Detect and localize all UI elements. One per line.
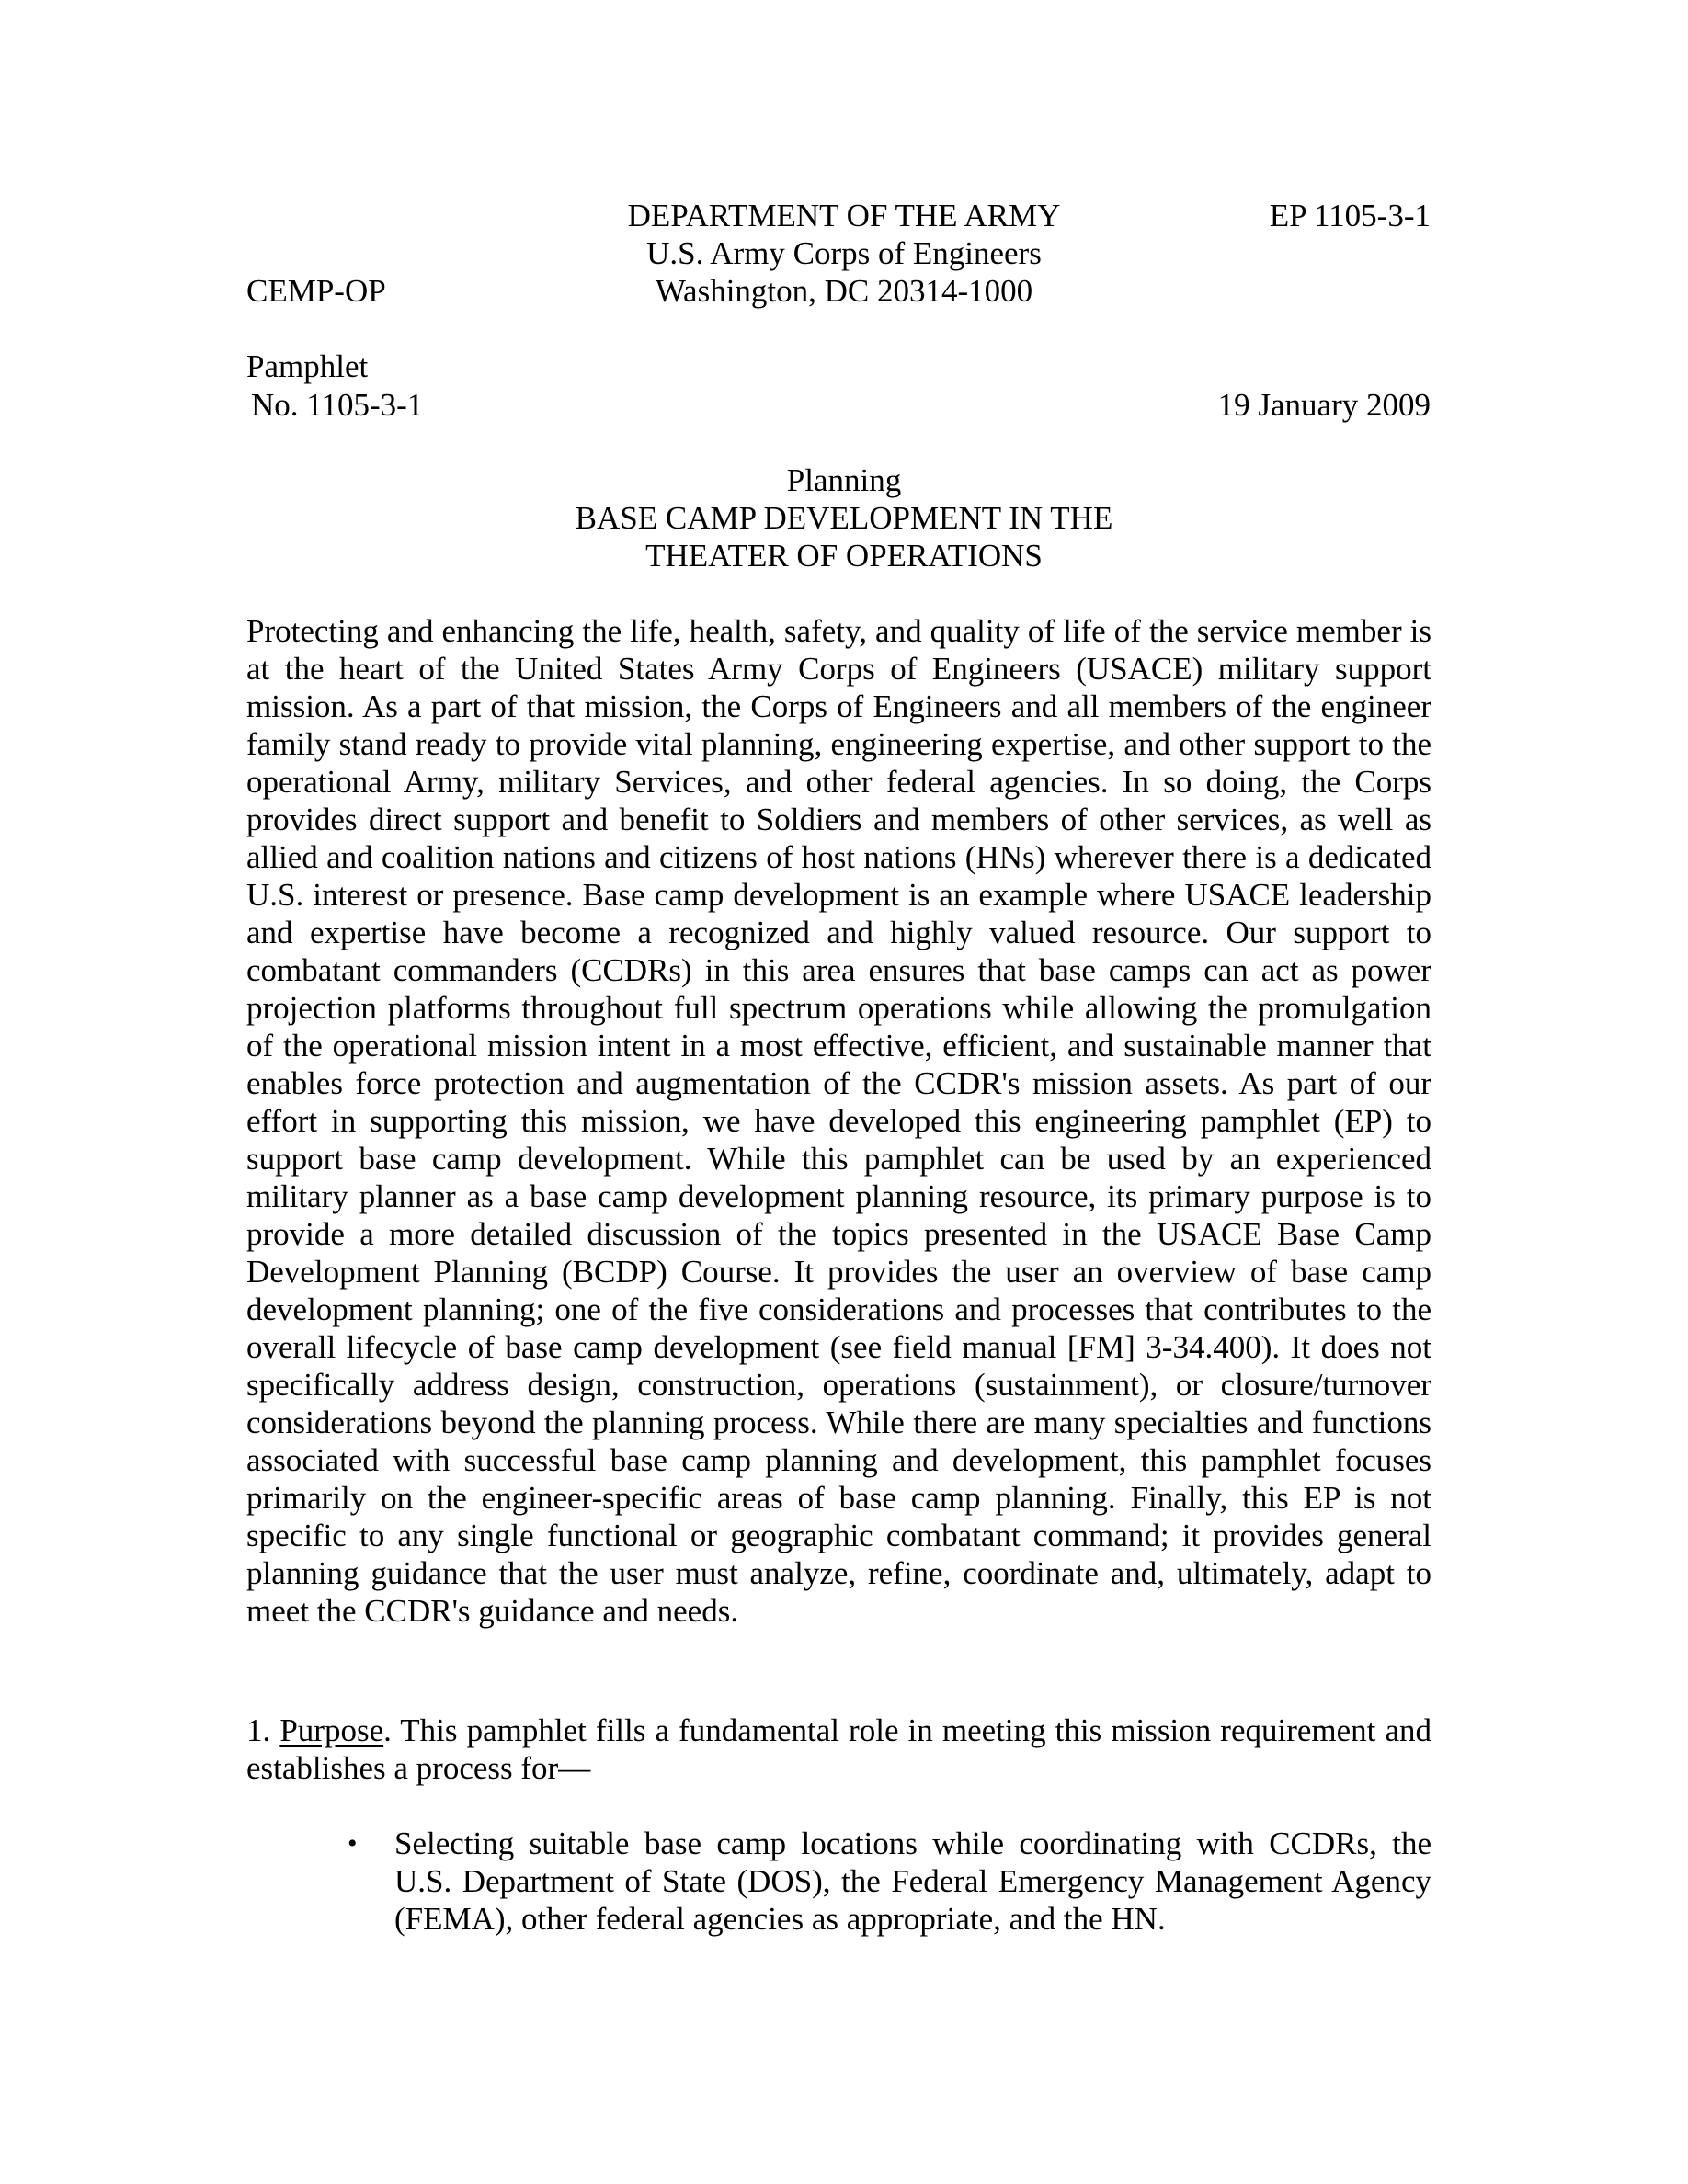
purpose-paragraph: [246, 1712, 1431, 1787]
pamphlet-date: 19 January 2009: [1217, 387, 1431, 423]
intro-paragraph: Protecting and enhancing the life, health, safety, and quality of life of the service member is at the heart of the United States Army Corps of Engineers (USACE) military support mission. As a part of that mission, the Corps of Engineers and all members of the engineer family stand ready to provide vital planning, engineering expertise, and other support to the operational Army, military Services, and other federal agencies. In so doing, the Corps provides direct support and benefit to Soldiers and members of other services, as well as allied and coalition nations and citizens of host nations (HNs) wherever there is a dedicated U.S. interest or presence. Base camp development is an example where USACE leadership and expertise have become a recognized and highly valued resource. Our support to combatant commanders (CCDRs) in this area ensures that base camps can act as power projection platforms throughout full spectrum operations while allowing the promulgation of the operational mission intent in a most effective, efficient, and sustainable manner that enables force protection and augmentation of the CCDR's mission assets. As part of our effort in supporting this mission, we have developed this engineering pamphlet (EP) to support base camp development. While this pamphlet can be used by an experienced military planner as a base camp development planning resource, its primary purpose is to provide a more detailed discussion of the topics presented in the USACE Base Camp Development Planning (BCDP) Course. It provides the user an overview of base camp development planning; one of the five considerations and processes that contributes to the overall lifecycle of base camp development (see field manual [FM] 3-34.400). It does not specifically address design, construction, operations (sustainment), or closure/turnover considerations beyond the planning process. While there are many specialties and functions associated with successful base camp planning and development, this pamphlet focuses primarily on the engineer-specific areas of base camp planning. Finally, this EP is not specific to any single functional or geographic combatant command; it provides general planning guidance that the user must analyze, refine, coordinate and, ultimately, adapt to meet the CCDR's guidance and needs.: [246, 613, 1431, 1629]
organization-address: Washington, DC 20314-1000: [655, 273, 1033, 309]
purpose-heading: Purpose: [279, 1712, 384, 1748]
subject-category: Planning: [786, 462, 902, 498]
publication-number: EP 1105-3-1: [1269, 198, 1431, 233]
pamphlet-number: No. 1105-3-1: [251, 387, 424, 423]
office-symbol: CEMP-OP: [246, 273, 386, 309]
purpose-text: . This pamphlet fills a fundamental role in meeting this mission requirement and establishes a process for—: [246, 1712, 1431, 1786]
pamphlet-label: Pamphlet: [246, 348, 369, 384]
bullet-icon: •: [348, 1828, 358, 1859]
purpose-number: 1.: [246, 1712, 271, 1748]
organization-name: U.S. Army Corps of Engineers: [646, 235, 1042, 271]
department-name: DEPARTMENT OF THE ARMY: [627, 198, 1061, 233]
document-title-line-1: BASE CAMP DEVELOPMENT IN THE: [575, 500, 1113, 536]
bullet-text: Selecting suitable base camp locations while coordinating with CCDRs, the U.S. Department of State (DOS), the Federal Emergency Management Agency (FEMA), other federal agencies as appropriate, and the HN.: [394, 1826, 1431, 1937]
document-title-line-2: THEATER OF OPERATIONS: [645, 538, 1043, 574]
